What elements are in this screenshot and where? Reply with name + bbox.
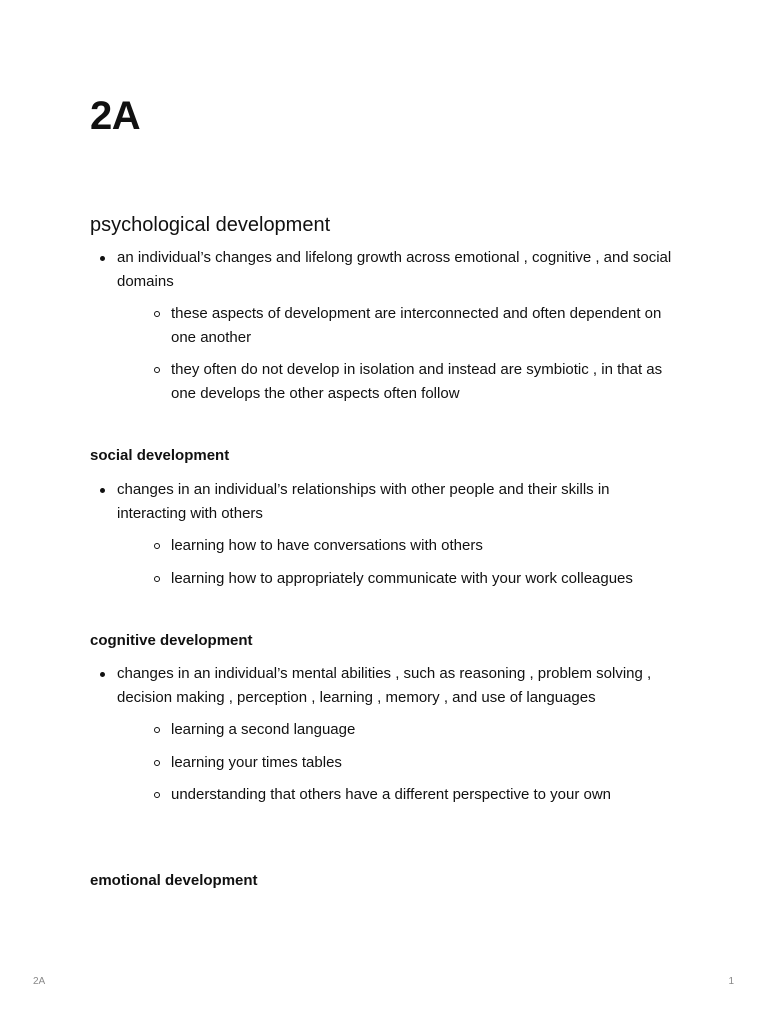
bullet-text: changes in an individual’s relationships with other people and their skills in interacting with others <box>117 481 610 522</box>
page-title: 2A <box>90 94 141 138</box>
sub-list <box>117 718 680 807</box>
section-heading-psychological-development: psychological development <box>90 214 331 236</box>
sub-list-item: learning a second language <box>117 718 680 742</box>
section-heading-emotional-development: emotional development <box>90 872 258 889</box>
bullet-text: an individual’s changes and lifelong growth across emotional , cognitive , and social domains <box>117 249 672 290</box>
sub-list-item: learning your times tables <box>117 751 680 775</box>
sub-list-item: understanding that others have a different perspective to your own <box>117 783 680 807</box>
list-item <box>90 478 680 590</box>
sub-list-item: learning how to appropriately communicate with your work colleagues <box>117 567 680 591</box>
section-heading-social-development: social development <box>90 447 230 464</box>
sub-list <box>117 534 680 590</box>
sub-list-item: they often do not develop in isolation and instead are symbiotic , in that as one develops the other aspects often follow <box>117 358 680 405</box>
cognitive-development-list <box>90 662 680 816</box>
sub-list-item: learning how to have conversations with others <box>117 534 680 558</box>
bullet-text: changes in an individual’s mental abilities , such as reasoning , problem solving , decision making , perception , learning , memory , and use of languages <box>117 665 652 706</box>
sub-list <box>117 302 680 405</box>
list-item <box>90 246 680 405</box>
section-heading-cognitive-development: cognitive development <box>90 632 253 649</box>
psychological-development-list <box>90 246 680 414</box>
footer-document-name: 2A <box>33 976 46 987</box>
list-item <box>90 662 680 807</box>
footer-page-number: 1 <box>728 976 734 987</box>
sub-list-item: these aspects of development are interconnected and often dependent on one another <box>117 302 680 349</box>
social-development-list <box>90 478 680 599</box>
